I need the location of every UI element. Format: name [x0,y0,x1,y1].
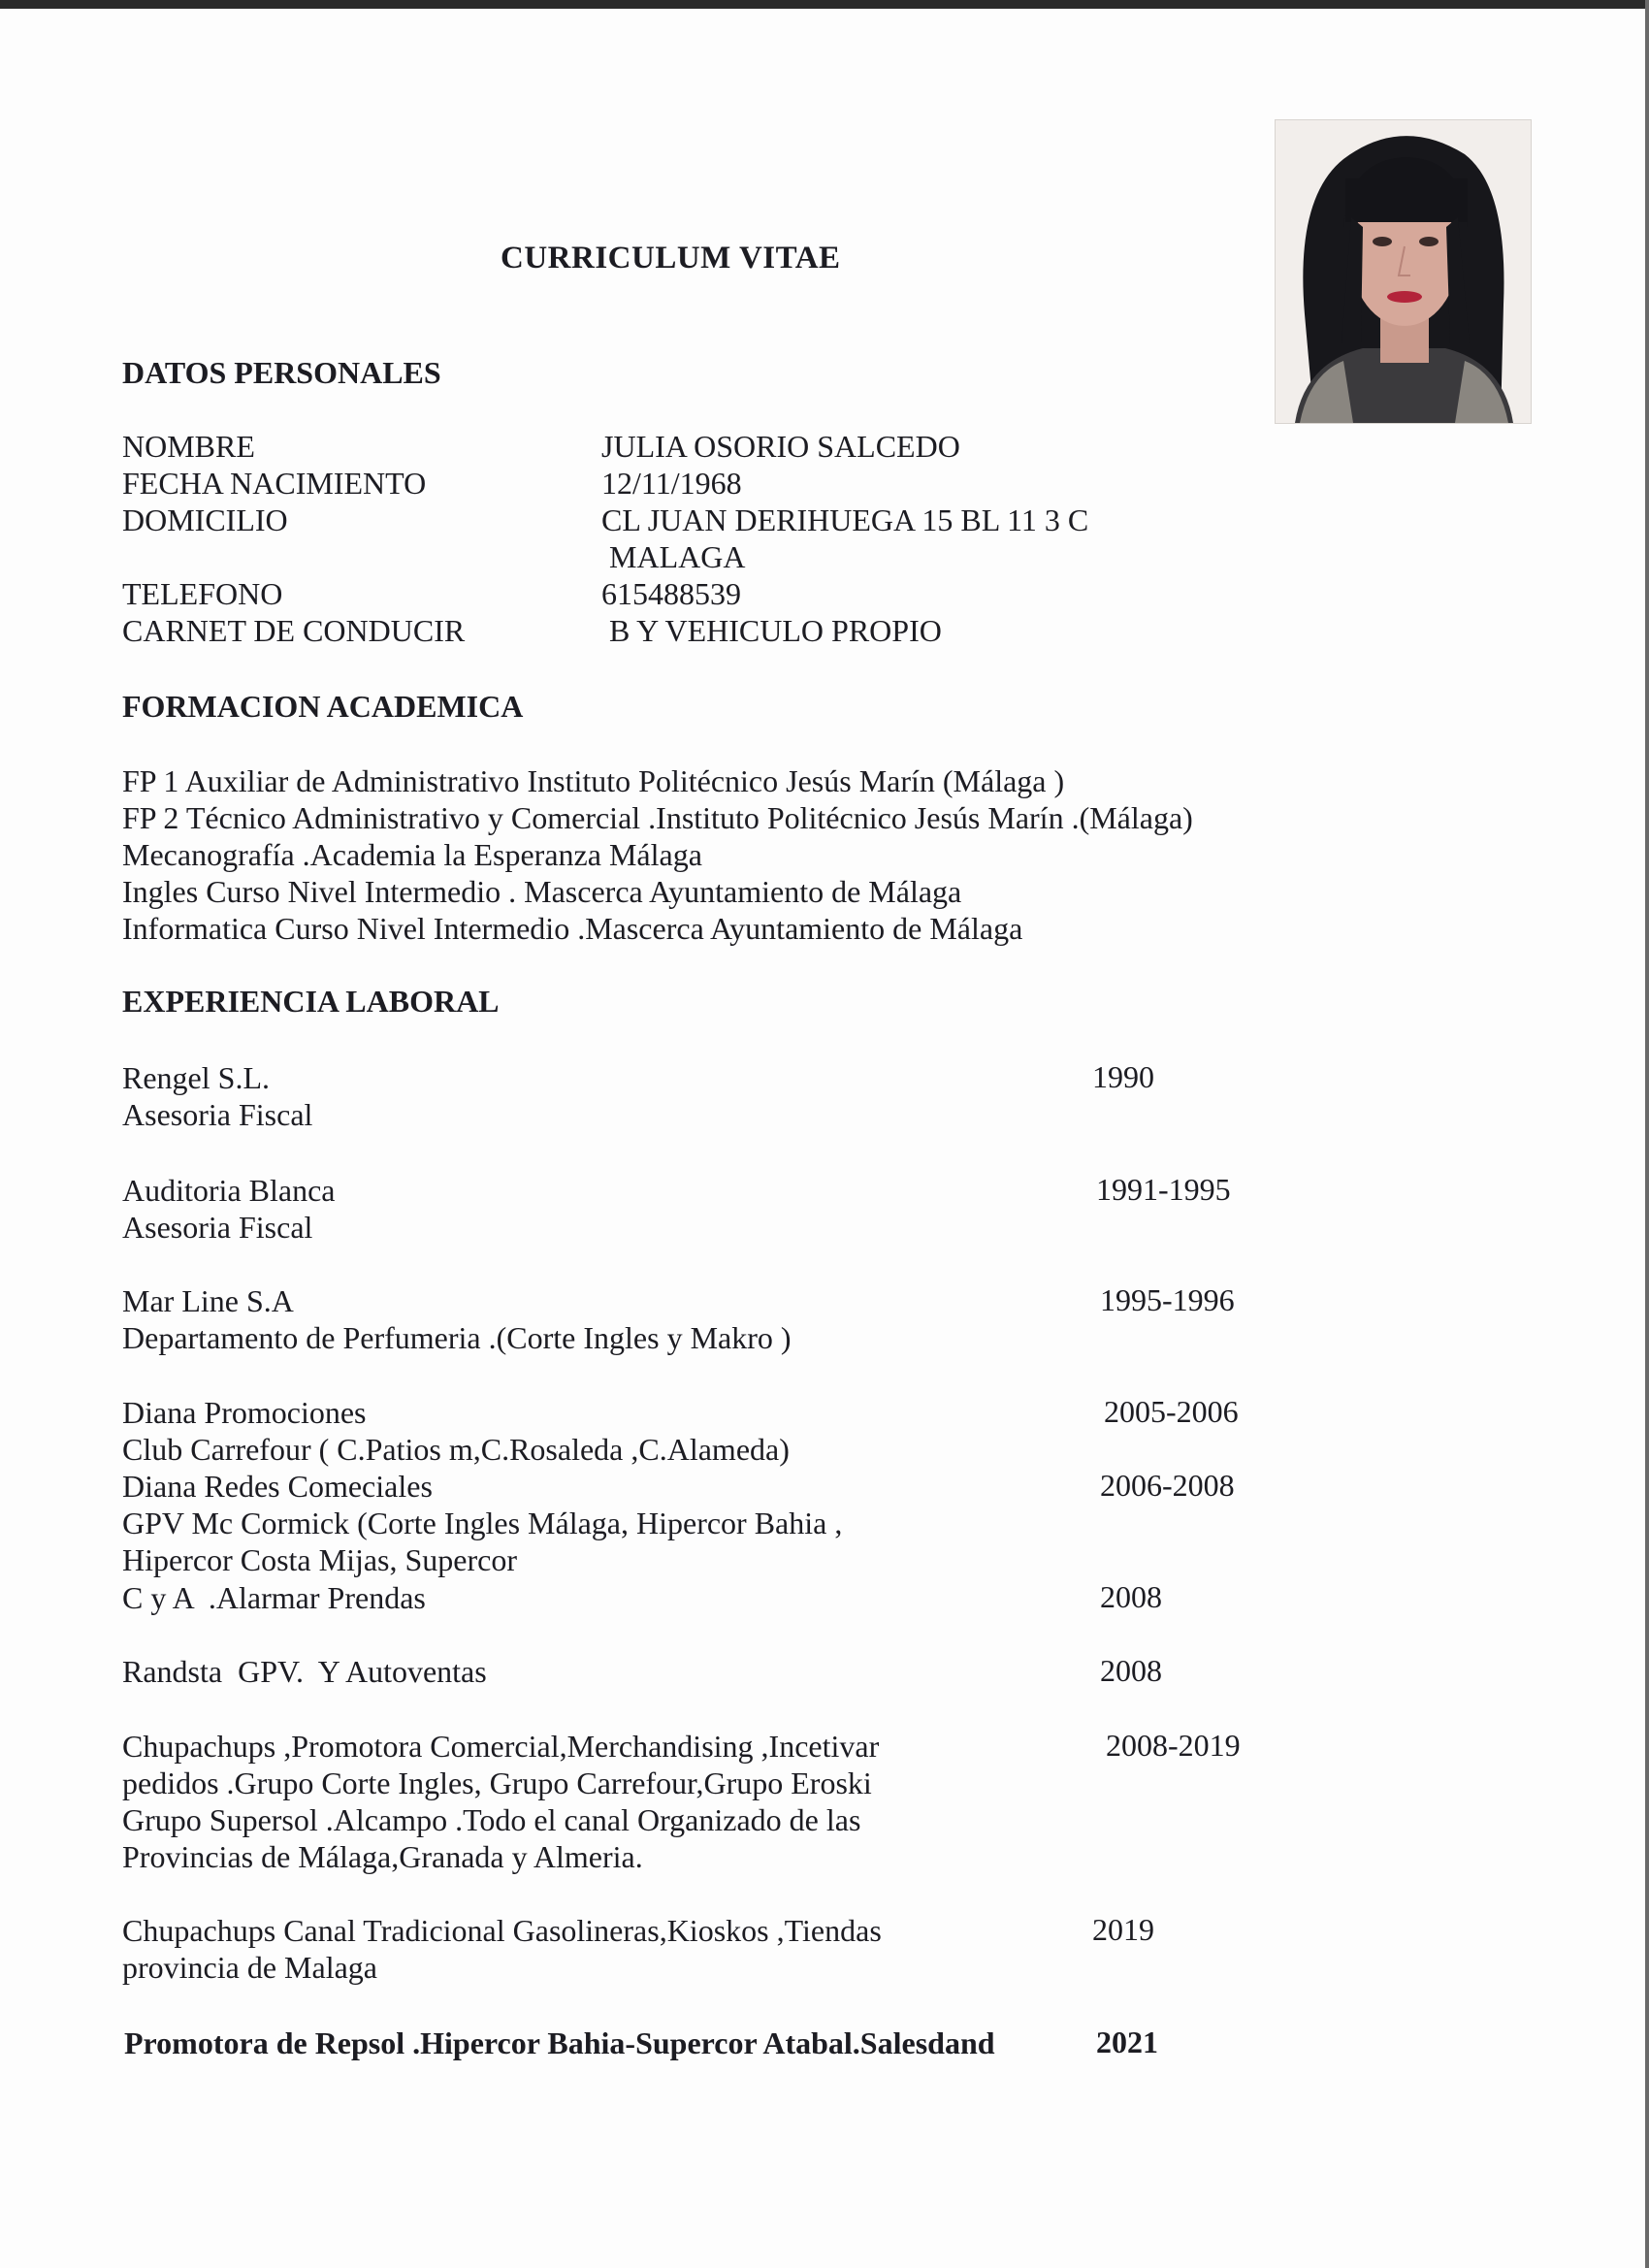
experience-year: 2021 [1096,2025,1158,2059]
experience-company: Diana Redes Comeciales [122,1469,433,1504]
experience-company: Auditoria Blanca [122,1173,336,1208]
experience-detail: Departamento de Perfumeria .(Corte Ingles y Makro ) [122,1320,792,1355]
profile-photo [1275,119,1532,424]
experience-company: Mar Line S.A [122,1283,294,1318]
experience-detail: Hipercor Costa Mijas, Supercor [122,1542,518,1577]
experience-detail: Provincias de Málaga,Granada y Almeria. [122,1839,643,1874]
experience-company: Rengel S.L. [122,1060,270,1095]
experience-detail: GPV Mc Cormick (Corte Ingles Málaga, Hipercor Bahia , [122,1506,843,1540]
personal-value-nombre: JULIA OSORIO SALCEDO [601,429,960,464]
scan-right-edge [1645,0,1649,2268]
education-item: Mecanografía .Academia la Esperanza Málaga [122,837,702,872]
experience-company: C y A .Alarmar Prendas [122,1580,426,1615]
page-title: CURRICULUM VITAE [501,241,841,275]
experience-detail: Asesoria Fiscal [122,1097,313,1132]
experience-year: 2005-2006 [1104,1394,1239,1429]
personal-label-nombre: NOMBRE [122,429,255,464]
experience-company: Chupachups Canal Tradicional Gasolineras,Kioskos ,Tiendas [122,1913,882,1948]
experience-company: Diana Promociones [122,1395,367,1430]
section-experience-heading: EXPERIENCIA LABORAL [122,984,500,1019]
personal-value-fecha-nacimiento: 12/11/1968 [601,466,742,501]
education-item: FP 1 Auxiliar de Administrativo Instituto Politécnico Jesús Marín (Málaga ) [122,763,1065,798]
experience-detail: Club Carrefour ( C.Patios m,C.Rosaleda ,C.Alameda) [122,1432,790,1467]
experience-year: 1991-1995 [1096,1172,1231,1207]
experience-year: 2019 [1092,1912,1154,1947]
experience-detail: provincia de Malaga [122,1950,377,1985]
experience-detail: pedidos .Grupo Corte Ingles, Grupo Carrefour,Grupo Eroski [122,1766,872,1800]
experience-company: Chupachups ,Promotora Comercial,Merchandising ,Incetivar [122,1729,880,1764]
experience-year: 2008 [1100,1653,1162,1688]
personal-value-domicilio: CL JUAN DERIHUEGA 15 BL 11 3 C [601,502,1089,537]
experience-company: Promotora de Repsol .Hipercor Bahia-Supercor Atabal.Salesdand [124,2025,995,2060]
personal-label-fecha-nacimiento: FECHA NACIMIENTO [122,466,427,501]
experience-year: 1990 [1092,1059,1154,1094]
personal-label-carnet: CARNET DE CONDUCIR [122,613,466,648]
education-item: FP 2 Técnico Administrativo y Comercial .Instituto Politécnico Jesús Marín .(Málaga) [122,800,1193,835]
section-education-heading: FORMACION ACADEMICA [122,689,524,724]
experience-year: 1995-1996 [1100,1282,1235,1317]
experience-detail: Asesoria Fiscal [122,1210,313,1245]
personal-label-telefono: TELEFONO [122,576,283,611]
experience-year: 2008-2019 [1106,1728,1241,1763]
personal-value-carnet: B Y VEHICULO PROPIO [601,613,942,648]
education-item: Ingles Curso Nivel Intermedio . Mascerca Ayuntamiento de Málaga [122,874,962,909]
personal-value-domicilio-ciudad: MALAGA [601,539,746,574]
experience-year: 2006-2008 [1100,1468,1235,1503]
scan-top-edge [0,0,1649,9]
experience-detail: Grupo Supersol .Alcampo .Todo el canal Organizado de las [122,1802,861,1837]
personal-value-telefono: 615488539 [601,576,741,611]
section-personal-heading: DATOS PERSONALES [122,355,441,390]
experience-year: 2008 [1100,1579,1162,1614]
personal-label-domicilio: DOMICILIO [122,502,288,537]
experience-company: Randsta GPV. Y Autoventas [122,1654,487,1689]
education-item: Informatica Curso Nivel Intermedio .Mascerca Ayuntamiento de Málaga [122,911,1023,946]
portrait-image [1276,120,1531,423]
